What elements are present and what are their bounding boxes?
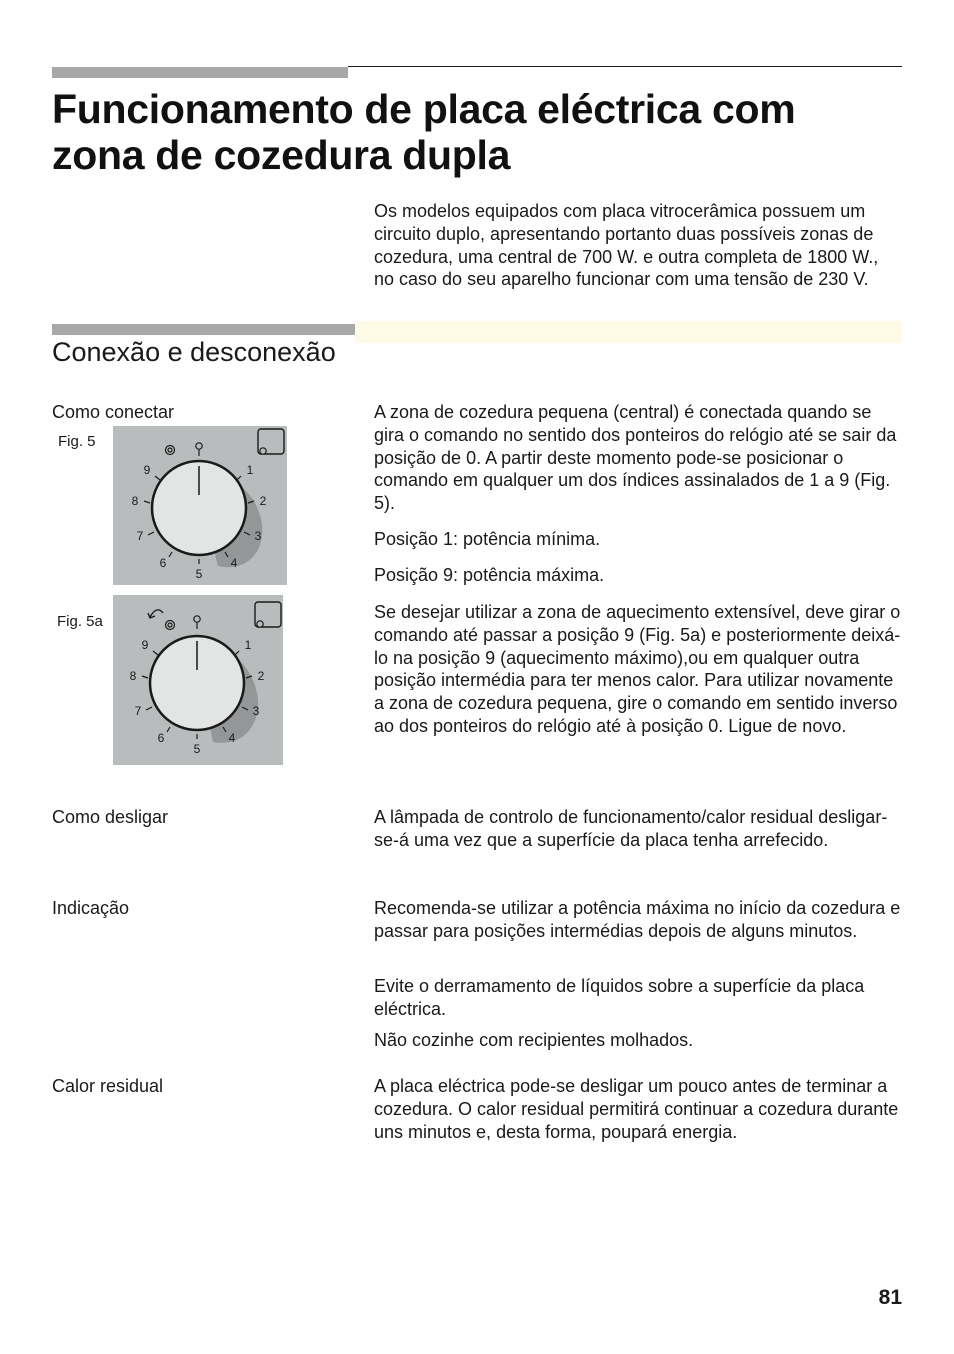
page-title-line2: zona de cozedura dupla	[52, 132, 511, 178]
dial-number: 8	[131, 494, 139, 508]
dial-number: 3	[254, 529, 262, 543]
dial-number: 1	[246, 463, 254, 477]
dial-number: 9	[141, 638, 149, 652]
section-title: Conexão e desconexão	[52, 337, 336, 367]
label-indicacao: Indicação	[52, 898, 130, 918]
dial-number: 2	[259, 494, 267, 508]
header-rule	[348, 66, 902, 67]
page-title	[52, 86, 912, 178]
indicacao-p2: Evite o derramamento de líquidos sobre a superfície da placa eléctrica.	[374, 976, 865, 1019]
fig5a-label: Fig. 5a	[57, 613, 103, 630]
dial-number: 7	[134, 704, 142, 718]
indicacao-p3: Não cozinhe com recipientes molhados.	[374, 1030, 694, 1050]
label-como-conectar: Como conectar	[52, 402, 175, 422]
label-como-desligar: Como desligar	[52, 807, 169, 827]
como-conectar-p3: Posição 9: potência máxima.	[374, 565, 605, 585]
como-conectar-p1: A zona de cozedura pequena (central) é conectada quando se gira o comando no sentido dos ponteiros do relógio até se sair da posição de 0. A partir deste momento pode-se posicionar o comando em qualquer um dos índices assinalados de 1 a 9 (Fig. 5).	[374, 402, 897, 514]
dial-number: 8	[129, 669, 137, 683]
dial-number: 6	[159, 556, 167, 570]
dial-number: 5	[195, 567, 203, 581]
fig5a-knob-diagram	[113, 595, 283, 765]
dial-number: 4	[228, 731, 236, 745]
dial-number: 2	[257, 669, 265, 683]
como-desligar-p1: A lâmpada de controlo de funcionamento/calor residual desligar-se-á uma vez que a superfície da placa tenha arrefecido.	[374, 807, 888, 850]
como-conectar-p2: Posição 1: potência mínima.	[374, 529, 601, 549]
calor-residual-p1: A placa eléctrica pode-se desligar um pouco antes de terminar a cozedura. O calor residual permitirá continuar a cozedura durante uns minutos e, desta forma, poupará energia.	[374, 1076, 899, 1142]
dial-number: 6	[157, 731, 165, 745]
dial-number: 3	[252, 704, 260, 718]
como-conectar-p4: Se desejar utilizar a zona de aquecimento extensível, deve girar o comando até passar a posição 9 (Fig. 5a) e posteriormente deixá-lo na posição 9 (aquecimento máximo),ou em qualquer outra posição intermédia para ter menos calor. Para utilizar novamente a zona de cozedura pequena, gire o comando em sentido inverso ao dos ponteiros do relógio até à posição 0. Ligue de novo.	[374, 602, 901, 736]
fig5-knob-diagram	[113, 426, 287, 585]
indicacao-p1: Recomenda-se utilizar a potência máxima no início da cozedura e passar para posições intermédias depois de alguns minutos.	[374, 898, 901, 941]
dial-number: 5	[193, 742, 201, 756]
fig5-label: Fig. 5	[58, 433, 96, 450]
intro-paragraph: Os modelos equipados com placa vitrocerâmica possuem um circuito duplo, apresentando portanto duas possíveis zonas de cozedura, uma central de 700 W. e outra completa de 1800 W., no caso do seu aparelho funcionar com uma tensão de 230 V.	[374, 201, 879, 290]
dial-number: 7	[136, 529, 144, 543]
header-accent-bar	[52, 67, 348, 78]
label-calor-residual: Calor residual	[52, 1076, 164, 1096]
page-title-line1: Funcionamento de placa eléctrica com	[52, 86, 796, 132]
section-accent-bar	[52, 324, 355, 335]
page-number: 81	[878, 1286, 902, 1309]
dial-number: 4	[230, 556, 238, 570]
dial-number: 9	[143, 463, 151, 477]
section-highlight-band	[355, 321, 902, 343]
dial-number: 1	[244, 638, 252, 652]
